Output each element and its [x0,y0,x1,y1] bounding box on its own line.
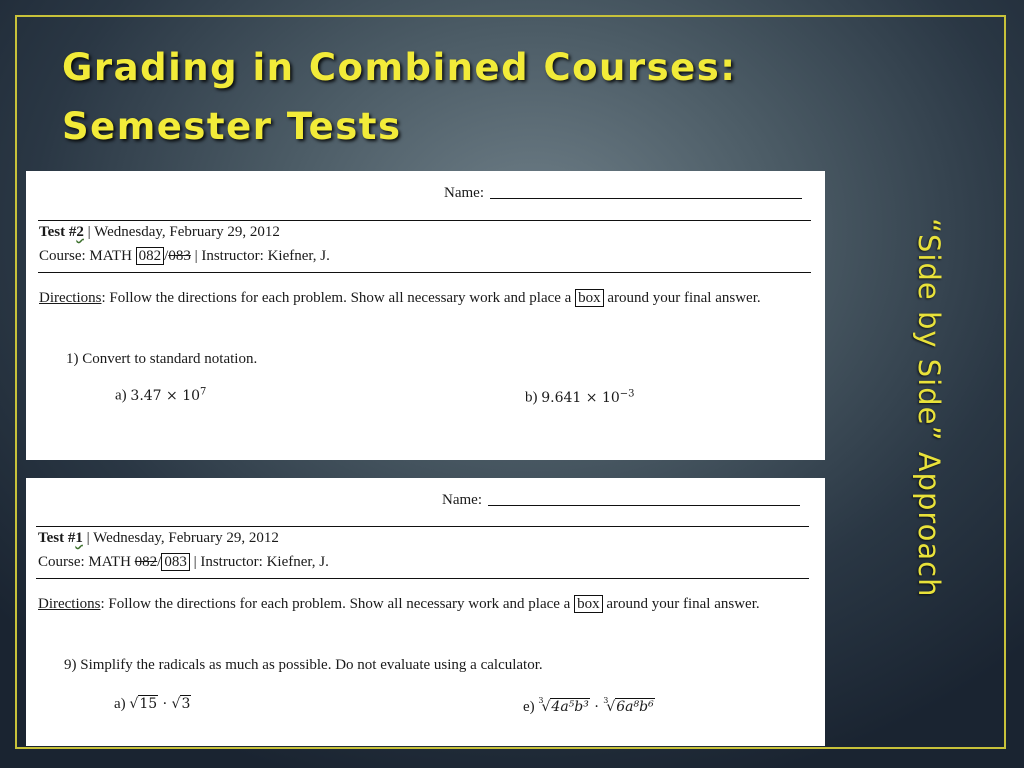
header-divider: | [87,224,91,240]
name-label: Name: [444,185,484,201]
directions-paragraph [38,592,813,617]
instructor-text: | Instructor: Kiefner, J. [194,248,330,264]
header-rule-top [38,220,811,221]
part-a-expression [130,388,206,404]
course-prefix: Course: MATH [38,554,131,570]
course-line [39,248,330,265]
slide-title-line-1: Grading in Combined Courses: [62,46,737,89]
name-blank-line [488,505,800,506]
directions-paragraph [39,286,814,311]
directions-text-1: : Follow the directions for each problem. Show all necessary work and place a [101,290,572,306]
test-1-document-image [26,478,825,746]
part-e-radicand-1: 4a⁵b³ [551,699,589,715]
test-label: Test # [39,224,77,240]
course-separator: / [164,248,169,264]
test-date: Wednesday, February 29, 2012 [93,530,279,546]
test-2-document-image [26,171,825,460]
course-082-struck: 082 [134,554,158,570]
part-a [114,696,191,713]
problem-9: 9) Simplify the radicals as much as possible. Do not evaluate using a calculator. [64,657,543,673]
side-by-side-label: “Side by Side” Approach [912,218,946,598]
course-083-struck: 083 [168,248,191,264]
part-b-expression [541,390,634,406]
directions-text-2: around your final answer. [607,290,761,306]
part-a-expression: √15 · √3 [129,696,191,712]
part-b-exponent: −3 [619,388,635,399]
name-field-row [442,492,800,509]
part-a-dot: · [162,696,168,712]
test-date: Wednesday, February 29, 2012 [94,224,280,240]
part-e-label: e) [523,699,535,715]
part-a-label: a) [114,696,126,712]
course-separator: / [157,554,162,570]
name-field-row [444,185,802,202]
directions-box-word: box [574,595,603,613]
directions-text-2: around your final answer. [606,596,760,612]
name-blank-line [490,198,802,199]
part-b-base: 9.641 × 10 [541,389,620,406]
directions-text-1: : Follow the directions for each problem. Show all necessary work and place a [100,596,571,612]
test-header-line [38,530,279,547]
course-082-boxed: 082 [136,247,165,265]
part-b-label: b) [525,389,538,406]
instructor-text: | Instructor: Kiefner, J. [193,554,329,570]
part-a [115,386,206,405]
part-a-exponent: 7 [200,386,207,397]
directions-label: Directions [39,290,102,306]
course-line [38,554,329,571]
part-e-root-index-1: 3 [538,696,544,705]
part-e [523,696,655,716]
part-a-radicand-1: 15 [139,696,158,712]
part-e-dot: · [594,699,599,715]
part-e-root-index-2: 3 [603,696,609,705]
header-divider: | [86,530,90,546]
header-rule-bottom [36,578,809,579]
course-prefix: Course: MATH [39,248,132,264]
part-a-base: 3.47 × 10 [130,387,201,404]
problem-1: 1) Convert to standard notation. [66,351,258,367]
directions-box-word: box [575,289,604,307]
part-a-radicand-2: 3 [181,696,191,712]
test-number: 2 [76,224,84,240]
header-rule-bottom [38,272,811,273]
header-rule-top [36,526,809,527]
part-e-radicand-2: 6a⁸b⁶ [616,699,654,715]
slide-title-line-2: Semester Tests [62,105,402,148]
slide-title [62,38,737,156]
course-083-boxed: 083 [161,553,190,571]
test-header-line [39,224,280,241]
part-a-label: a) [115,387,127,404]
test-label: Test # [38,530,76,546]
part-e-expression: $^3$√4a⁵b³ · $^3$√6a⁸b⁶ [538,696,654,715]
directions-label: Directions [38,596,101,612]
part-b [525,388,635,407]
name-label: Name: [442,492,482,508]
test-number: 1 [75,530,83,546]
